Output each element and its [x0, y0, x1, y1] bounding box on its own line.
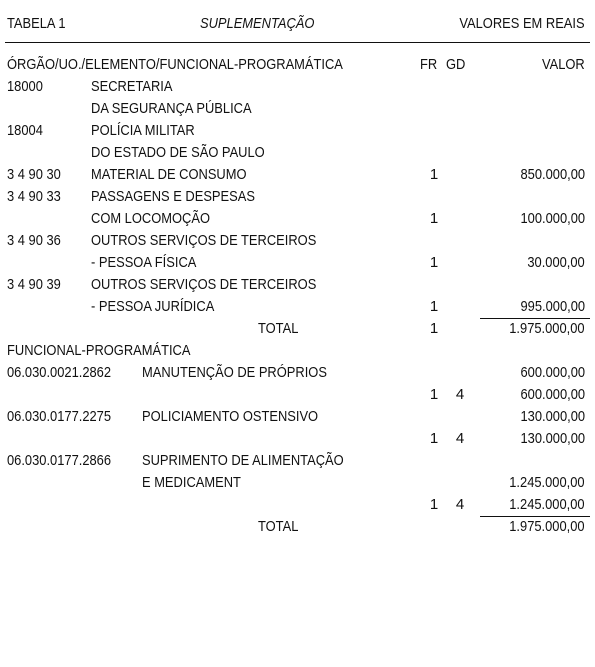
subtotal-rule [480, 318, 590, 319]
grand-total-rule [480, 516, 590, 517]
row-description: POLÍCIA MILITAR [91, 122, 195, 139]
row-valor: 130.000,00 [520, 408, 585, 425]
row-fr: 1 [429, 254, 439, 271]
row-description: SECRETARIA [91, 78, 173, 95]
total-label: TOTAL [258, 320, 299, 337]
column-header-gd: GD [446, 56, 466, 73]
row-fr: 1 [429, 298, 439, 315]
row-code: 18000 [7, 78, 43, 95]
table-label: TABELA 1 [7, 15, 66, 32]
column-header-main: ÓRGÃO/UO./ELEMENTO/FUNCIONAL-PROGRAMÁTICA [7, 56, 343, 73]
row-code: 06.030.0021.2862 [7, 364, 112, 381]
row-valor: 130.000,00 [520, 430, 585, 447]
row-fr: 1 [429, 166, 439, 183]
row-fr: 1 [429, 210, 439, 227]
row-description: MANUTENÇÃO DE PRÓPRIOS [142, 364, 327, 381]
row-description: OUTROS SERVIÇOS DE TERCEIROS [91, 232, 317, 249]
column-header-fr: FR [420, 56, 438, 73]
row-valor: 600.000,00 [520, 364, 585, 381]
row-description: - PESSOA FÍSICA [91, 254, 197, 271]
row-description: PASSAGENS E DESPESAS [91, 188, 255, 205]
row-valor: 850.000,00 [520, 166, 585, 183]
row-description: DO ESTADO DE SÃO PAULO [91, 144, 265, 161]
row-gd: 4 [455, 386, 465, 403]
row-valor: 995.000,00 [520, 298, 585, 315]
row-fr: 1 [429, 386, 439, 403]
row-code: 3 4 90 30 [7, 166, 61, 183]
section-heading: FUNCIONAL-PROGRAMÁTICA [7, 342, 191, 359]
row-code: 3 4 90 33 [7, 188, 61, 205]
row-code: 18004 [7, 122, 43, 139]
header-rule [5, 42, 590, 43]
row-description: OUTROS SERVIÇOS DE TERCEIROS [91, 276, 317, 293]
row-description: - PESSOA JURÍDICA [91, 298, 215, 315]
row-description: DA SEGURANÇA PÚBLICA [91, 100, 252, 117]
row-description: MATERIAL DE CONSUMO [91, 166, 247, 183]
row-code: 3 4 90 36 [7, 232, 61, 249]
row-description: SUPRIMENTO DE ALIMENTAÇÃO [142, 452, 344, 469]
row-description: E MEDICAMENT [142, 474, 241, 491]
row-description: COM LOCOMOÇÃO [91, 210, 210, 227]
table-title: SUPLEMENTAÇÃO [200, 15, 315, 32]
total-value: 1.975.000,00 [509, 518, 585, 535]
row-code: 3 4 90 39 [7, 276, 61, 293]
units-label: VALORES EM REAIS [459, 15, 585, 32]
column-header-valor: VALOR [542, 56, 585, 73]
row-valor: 1.245.000,00 [509, 496, 585, 513]
row-fr: 1 [429, 430, 439, 447]
row-fr: 1 [429, 496, 439, 513]
row-fr: 1 [429, 320, 439, 337]
row-description: POLICIAMENTO OSTENSIVO [142, 408, 319, 425]
row-gd: 4 [455, 430, 465, 447]
row-code: 06.030.0177.2275 [7, 408, 112, 425]
total-label: TOTAL [258, 518, 299, 535]
row-valor: 600.000,00 [520, 386, 585, 403]
row-valor: 1.245.000,00 [509, 474, 585, 491]
row-valor: 100.000,00 [520, 210, 585, 227]
total-value: 1.975.000,00 [509, 320, 585, 337]
row-code: 06.030.0177.2866 [7, 452, 112, 469]
row-gd: 4 [455, 496, 465, 513]
row-valor: 30.000,00 [527, 254, 585, 271]
